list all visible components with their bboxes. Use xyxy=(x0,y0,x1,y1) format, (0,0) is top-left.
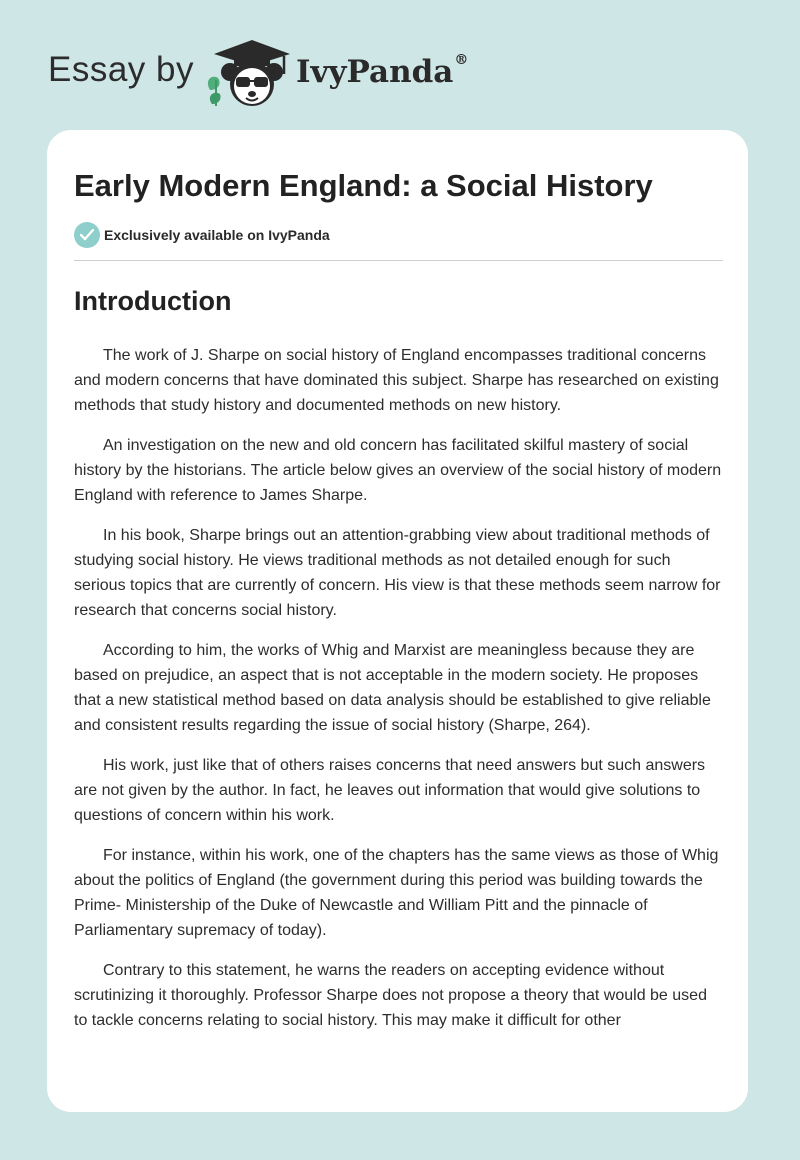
registered-mark: ® xyxy=(454,52,469,68)
paragraph: Contrary to this statement, he warns the readers on accepting evidence without scrutinizing it thoroughly. Professor Sharpe does not propose a theory that would be used to tackle concerns relating to social history. This may make it difficult for other xyxy=(74,962,707,1029)
panda-graduate-icon xyxy=(204,34,296,110)
article-title: Early Modern England: a Social History xyxy=(74,168,653,203)
exclusive-badge xyxy=(74,222,330,248)
brand-name[interactable]: IvyPanda® xyxy=(296,52,469,90)
article-card xyxy=(47,130,748,1112)
paragraph: According to him, the works of Whig and Marxist are meaningless because they are based on prejudice, an aspect that is not acceptable in the modern society. He proposes that a new statistical method based on data analysis should be established to give reliable and consistent results regarding the issue of social history (Sharpe, 264). xyxy=(74,642,711,734)
paragraph: An investigation on the new and old concern has facilitated skilful mastery of social history by the historians. The article below gives an overview of the social history of modern England with reference to James Sharpe. xyxy=(74,437,722,504)
essay-by-label: Essay by xyxy=(48,50,194,89)
section-heading: Introduction xyxy=(74,286,232,316)
paragraph: In his book, Sharpe brings out an attention-grabbing view about traditional methods of studying social history. He views traditional methods as not detailed enough for such serious topics that are currently of concern. His view is that these methods seem narrow for research that concerns social history. xyxy=(74,527,721,619)
checkmark-icon xyxy=(74,222,100,248)
badge-text: Exclusively available on IvyPanda xyxy=(104,227,330,243)
paragraph: For instance, within his work, one of the chapters has the same views as those of Whig about the politics of England (the government during this period was building towards the Prime- Ministership of the Duke of Newcastle and William Pitt and the pinnacle of Parliamentary supremacy of today). xyxy=(74,847,719,939)
paragraph: His work, just like that of others raises concerns that need answers but such answers are not given by the author. In fact, he leaves out information that would give solutions to questions of concern within his work. xyxy=(74,757,706,824)
site-header xyxy=(48,34,768,114)
article-body xyxy=(74,343,724,1048)
divider xyxy=(74,260,723,261)
paragraph: The work of J. Sharpe on social history of England encompasses traditional concerns and modern concerns that have dominated this subject. Sharpe has researched on existing methods that study history and documented methods on new history. xyxy=(74,347,719,414)
